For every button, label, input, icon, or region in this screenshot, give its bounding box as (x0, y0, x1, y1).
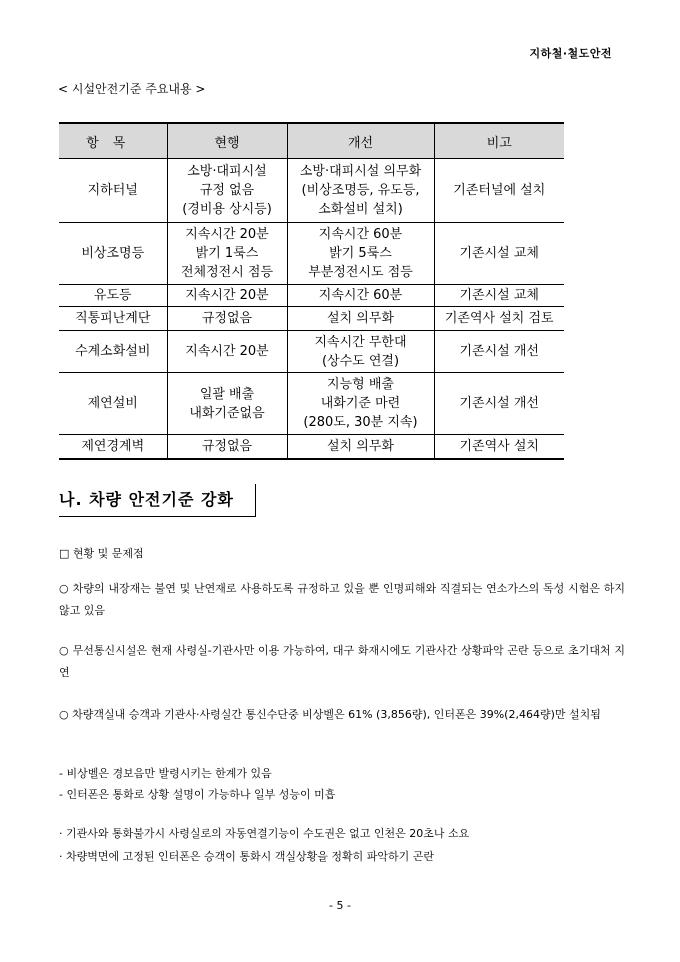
cell-improve-line: 부분정전시도 점등 (308, 265, 413, 280)
cell-note: 기존시설 개선 (434, 373, 564, 435)
cell-current-line: 지속시간 20분 (185, 344, 269, 359)
header-item: 항목 (59, 123, 167, 159)
cell-improve-line: 소방·대피시설 의무화 (299, 164, 422, 179)
cell-note: 기존시설 교체 (434, 285, 564, 307)
cell-improve (287, 285, 434, 307)
table-row (59, 331, 564, 373)
cell-improve (287, 223, 434, 285)
table-row (59, 159, 564, 223)
header-improve: 개선 (287, 123, 434, 159)
cell-current (167, 223, 287, 285)
dash-item-2: - 인터폰은 통화로 상황 설명이 가능하나 일부 성능이 미흡 (59, 788, 336, 801)
table-row (59, 285, 564, 307)
cell-improve-line: 내화기준 마련 (320, 396, 401, 411)
cell-current-line: 밝기 1룩스 (195, 246, 259, 261)
cell-improve (287, 307, 434, 331)
cell-improve-line: (상수도 연결) (321, 353, 400, 369)
cell-current-line: 규정없음 (201, 311, 253, 326)
cell-improve-line: 지능형 배출 (327, 377, 394, 392)
cell-current (167, 435, 287, 459)
cell-note: 기존역사 설치 검토 (434, 307, 564, 331)
cell-current (167, 331, 287, 373)
cell-improve (287, 159, 434, 223)
cell-note: 기존역사 설치 (434, 435, 564, 459)
section-title: 나. 차량 안전기준 강화 (59, 484, 256, 517)
header-mark: 지하철·철도안전 (529, 47, 612, 60)
paragraph-1: ○ 차량의 내장재는 불연 및 난연재로 사용하도록 규정하고 있을 뿐 인명피해와 직결되는 연소가스의 독성 시험은 하지 않고 있음 (59, 582, 625, 617)
header-note: 비고 (434, 123, 564, 159)
table-row (59, 307, 564, 331)
page-number: - 5 - (329, 899, 351, 912)
cell-improve-line: (비상조명등, 유도등, (301, 183, 420, 198)
table-row (59, 223, 564, 285)
cell-current-line: (경비용 상시등) (182, 202, 272, 217)
cell-improve-line: (280도, 30분 지속) (303, 415, 418, 430)
cell-current-line: 소방·대피시설 (187, 164, 267, 179)
cell-current-line: 지속시간 20분 (185, 227, 269, 242)
table-caption: < 시설안전기준 주요내용 > (58, 82, 206, 96)
paragraph-2: ○ 무선통신시설은 현재 사령실-기관사만 이용 가능하여, 대구 화재시에도 기관사간 상황파악 곤란 등으로 초기대처 지연 (59, 644, 625, 679)
paragraph-3: ○ 차량객실내 승객과 기관사·사령실간 통신수단중 비상벨은 61% (3,856량), 인터폰은 39%(2,464량)만 설치됨 (59, 708, 601, 721)
table-header-row (59, 123, 564, 159)
cell-item: 비상조명등 (59, 223, 167, 285)
cell-item: 유도등 (59, 285, 167, 307)
cell-improve (287, 331, 434, 373)
cell-current-line: 규정없음 (201, 438, 253, 454)
table-row (59, 435, 564, 459)
sub-heading: □ 현황 및 문제점 (59, 547, 144, 560)
cell-improve-line: 소화설비 설치) (318, 202, 403, 217)
cell-improve-line: 지속시간 60분 (318, 227, 403, 242)
cell-item: 지하터널 (59, 159, 167, 223)
cell-item: 제연설비 (59, 373, 167, 435)
cell-improve (287, 435, 434, 459)
cell-note: 기존터널에 설치 (434, 159, 564, 223)
cell-item: 제연경계벽 (59, 435, 167, 459)
cell-improve-line: 밝기 5룩스 (329, 246, 392, 261)
facility-standards-table (59, 122, 564, 460)
cell-improve-line: 지속시간 60분 (318, 288, 403, 303)
cell-current (167, 159, 287, 223)
cell-item: 직통피난계단 (59, 307, 167, 331)
dash-item-1: - 비상벨은 경보음만 발령시키는 한계가 있음 (59, 767, 272, 780)
cell-current (167, 307, 287, 331)
dot-item-1: · 기관사와 통화불가시 사령실로의 자동연결기능이 수도권은 없고 인천은 20초나 소요 (59, 827, 470, 840)
cell-note: 기존시설 개선 (434, 331, 564, 373)
cell-improve-line: 설치 의무화 (327, 311, 394, 326)
header-current: 현행 (167, 123, 287, 159)
cell-improve-line: 지속시간 무한대 (314, 334, 407, 350)
cell-current (167, 373, 287, 435)
cell-note: 기존시설 교체 (434, 223, 564, 285)
cell-current-line: 전체정전시 점등 (180, 265, 274, 280)
cell-current-line: 일괄 배출 (199, 386, 255, 402)
cell-improve-line: 설치 의무화 (327, 438, 394, 454)
cell-item: 수계소화설비 (59, 331, 167, 373)
cell-current-line: 규정 없음 (199, 183, 255, 198)
cell-improve (287, 373, 434, 435)
cell-current-line: 지속시간 20분 (185, 288, 269, 303)
dot-item-2: · 차량벽면에 고정된 인터폰은 승객이 통화시 객실상황을 정확히 파악하기 곤란 (59, 850, 434, 863)
cell-current-line: 내화기준없음 (189, 405, 265, 421)
cell-current (167, 285, 287, 307)
table-row (59, 373, 564, 435)
